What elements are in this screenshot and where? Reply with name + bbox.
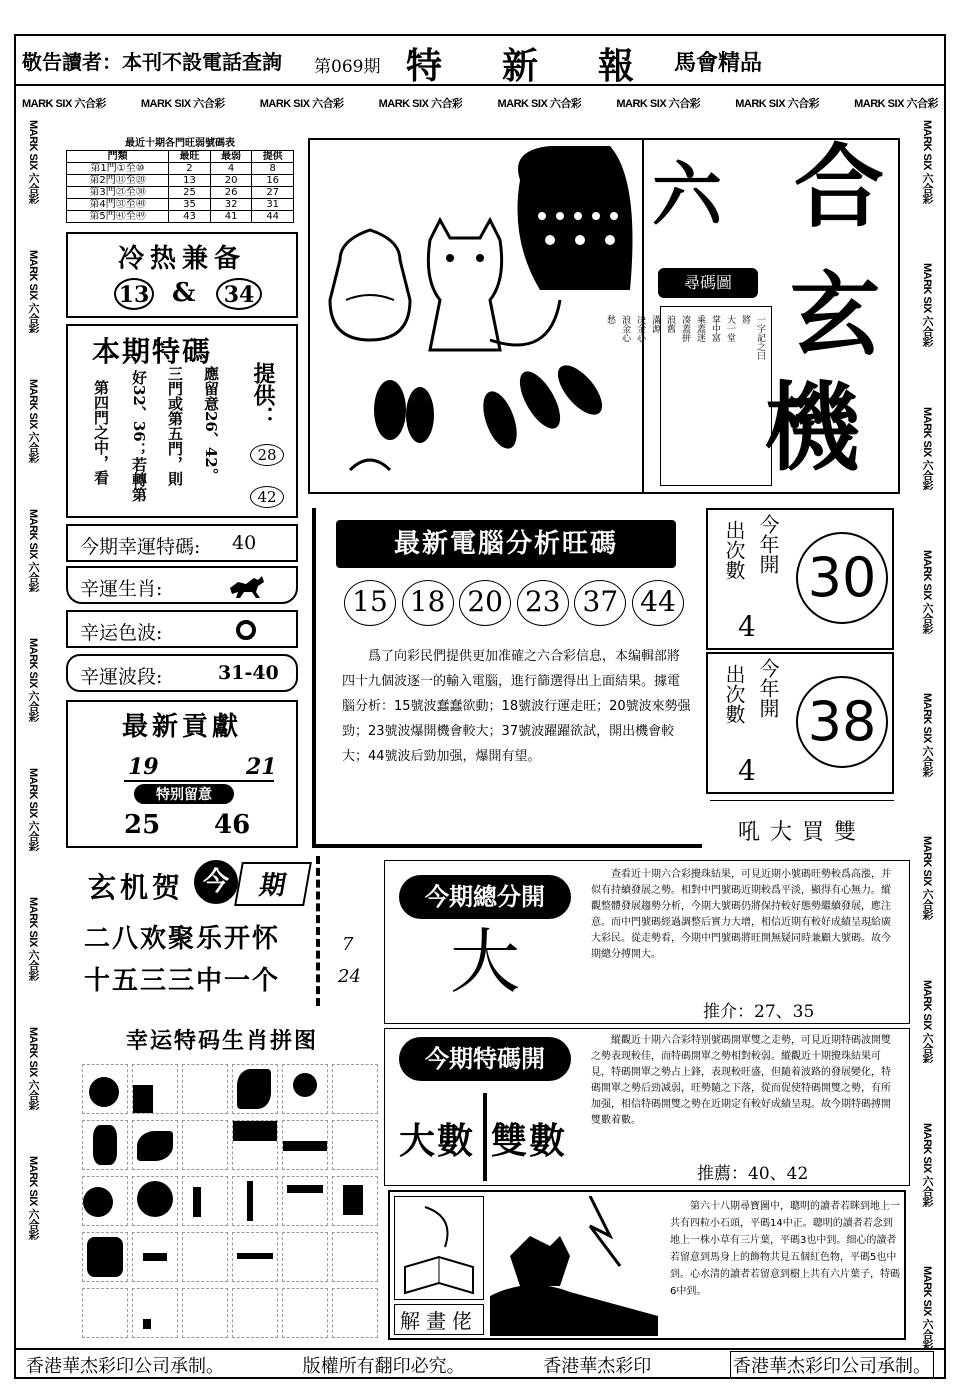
xuanji-char-2: 合	[794, 134, 884, 240]
side-strip-item: MARK SIX 六合彩	[921, 120, 933, 204]
contrib-b: 21	[246, 754, 277, 780]
stats-table	[66, 150, 294, 223]
lucky-zodiac-label: 辛運生肖:	[80, 578, 163, 600]
side-strip-item: MARK SIX 六合彩	[27, 249, 39, 334]
computer-number: 18	[402, 580, 454, 626]
special-open-recommend: 推薦：40、42	[697, 1164, 809, 1184]
scroll-col: 大一堂	[725, 315, 735, 342]
side-strip-item: MARK SIX 六合彩	[921, 836, 933, 921]
brand-strip-item: MARK SIX 六合彩	[22, 98, 106, 110]
cell: 4	[210, 163, 252, 175]
cell: 26	[210, 187, 252, 199]
riddle-n1: 7	[342, 934, 354, 955]
count-panel-1	[706, 508, 894, 650]
side-strip-item: MARK SIX 六合彩	[921, 549, 933, 634]
total-recommend: 推介：27、35	[703, 1002, 815, 1022]
scroll-col: 掌中富	[710, 315, 720, 342]
cell: 31	[252, 199, 294, 211]
scroll-col: 愁	[605, 315, 615, 324]
hot-number-2: 34	[216, 278, 262, 310]
puzzle-grid	[82, 1064, 374, 1344]
title-char-2: 新	[502, 45, 539, 87]
total-text: 查看近十期六合彩攪珠結果，可見近期小號碼旺勢較爲高漲，并似有持續發展之勢。相對中門號碼近期較爲平淡，顯得有心無力。縱觀整體發展趨勢分析，今期大號碼仍將保持較好態勢繼續發展，應注意。而中門號碼經過調整后實力大增，相信近期有較好成績呈現給廣大彩民。從走勢看，今期中門號碼將旺開無疑同時兼顧大號碼。故今期總分搏開大。	[591, 869, 891, 960]
special-panel	[66, 324, 298, 518]
scroll-col: 將	[740, 315, 750, 324]
total-panel	[384, 860, 910, 1024]
xuanji-char-4: 機	[764, 371, 860, 484]
cell: 2	[169, 163, 211, 175]
brand-strip-item: MARK SIX 六合彩	[616, 98, 701, 110]
computer-number: 15	[344, 580, 396, 626]
xuanji-scroll	[605, 306, 772, 486]
special-provide: 提供：	[250, 362, 276, 428]
puzzle-tile	[332, 1064, 378, 1114]
side-strip-item: MARK SIX 六合彩	[27, 379, 39, 463]
brand-strip-item: MARK SIX 六合彩	[378, 98, 463, 110]
riddle-title-a: 玄机贺	[88, 871, 185, 904]
hot-title: 冷热兼备	[117, 244, 246, 274]
stats-header: 最弱	[210, 151, 252, 163]
lucky-color-label: 辛运色波:	[80, 622, 163, 644]
computer-panel	[312, 508, 702, 848]
puzzle-tile	[82, 1120, 128, 1170]
footer	[14, 1348, 946, 1380]
footer-b: 版權所有翻印必究。	[302, 1356, 465, 1377]
scroll-col: 凑蓋拼	[680, 315, 690, 342]
stats-header: 門類	[67, 151, 169, 163]
puzzle-tile	[282, 1176, 328, 1226]
contrib-a: 19	[128, 754, 159, 780]
stats-header: 提供	[252, 151, 294, 163]
scroll-col: 决金心	[635, 315, 645, 342]
lucky-number-row	[66, 524, 298, 562]
puzzle-panel	[66, 1020, 378, 1350]
issue-number: 第069期	[314, 57, 381, 77]
cell: 16	[252, 175, 294, 187]
painting-label: 解畫佬	[394, 1304, 484, 1335]
puzzle-tile	[332, 1120, 378, 1170]
hot-panel	[66, 232, 298, 318]
header	[14, 34, 946, 86]
scroll-col: 一字記之曰	[755, 315, 765, 360]
special-col: 好32、36；若轉第	[130, 370, 148, 502]
puzzle-tile	[182, 1064, 228, 1114]
puzzle-tile	[182, 1120, 228, 1170]
special-open-divider	[483, 1093, 487, 1181]
table-row	[67, 187, 294, 199]
riddle-n2: 24	[338, 966, 361, 987]
special-col: 應留意26、42。	[202, 366, 220, 483]
title-char-1: 特	[406, 45, 443, 87]
count-times: 4	[738, 610, 756, 643]
special-open-result-b: 雙數	[491, 1120, 568, 1162]
brand-strip	[16, 90, 944, 116]
puzzle-tile	[182, 1176, 228, 1226]
table-row	[67, 211, 294, 223]
puzzle-tile	[332, 1288, 378, 1338]
count-label-a: 出次數	[722, 520, 746, 580]
special-open-text: 縱觀近十期六合彩特别號碼開單雙之走勢，可見近期特碼波開雙之勢表现較佳，而特碼開單之勢相對較弱。縱觀近十期攪珠結果可見，特碼開單之勢占上鋒，表现較旺盛，但隨着波路的發展變化，特碼開單之勢后勁减弱，旺勢隨之下落，從而促使特碼開雙之勢，有所加强，相信特碼開雙之勢在近期定有較好成績呈現。故今期特碼搏開雙數着數。	[591, 1035, 891, 1126]
count-label-a: 出次數	[722, 664, 746, 724]
lucky-range-row	[66, 654, 298, 692]
puzzle-tile	[232, 1232, 278, 1282]
puzzle-tile	[82, 1288, 128, 1338]
table-row	[67, 163, 294, 175]
contrib-title: 最新貢獻	[121, 712, 242, 742]
scroll-col: 滿源	[650, 315, 660, 333]
title-char-3: 報	[598, 45, 635, 87]
footer-c: 香港華杰彩印	[543, 1356, 652, 1377]
computer-number: 23	[517, 580, 569, 626]
lucky-range-label: 辛運波段:	[80, 666, 163, 688]
painting-panel	[388, 1190, 906, 1340]
side-strip-item: MARK SIX 六合彩	[921, 263, 933, 348]
riddle-line-1: 二八欢聚乐开怀	[84, 924, 281, 954]
side-strip-item: MARK SIX 六合彩	[921, 1266, 933, 1350]
brand-strip-item: MARK SIX 六合彩	[259, 98, 344, 110]
lucky-number-label: 今期幸運特碼:	[80, 536, 201, 558]
special-open-panel	[384, 1028, 910, 1186]
puzzle-tile	[332, 1232, 378, 1282]
computer-number: 44	[632, 580, 684, 626]
computer-number: 37	[574, 580, 626, 626]
special-col: 第四門之中，看	[92, 380, 110, 485]
puzzle-tile	[82, 1232, 128, 1282]
count-label-b: 今年開	[756, 514, 780, 574]
cell: 27	[252, 187, 294, 199]
brand-strip-item: MARK SIX 六合彩	[735, 98, 820, 110]
left-side-strip	[18, 120, 48, 1240]
roar-text: 吼大買雙	[737, 820, 866, 845]
cell: 第4門㉛至㊵	[67, 199, 169, 211]
scroll-col: 浪舊	[665, 315, 675, 333]
cell: 第2門⑪至⑳	[67, 175, 169, 187]
painting-text: 第六十八期尋寶圖中，聰明的讀者若眯到地上一共有四粒小石頭，平碼14中正。聰明的讀者若念到地上一株小草有三片葉，平碼3也中到。细心的讀者若留意到馬身上的飾物共見五個紅色物，平碼5也中到。心水清的讀者若留意到樹上共有六片葉子，特碼6中到。	[670, 1201, 900, 1297]
special-col: 三門或第五門，則	[166, 366, 184, 486]
contrib-panel	[66, 700, 298, 848]
puzzle-tile	[232, 1288, 278, 1338]
puzzle-tile	[132, 1288, 178, 1338]
puzzle-title: 幸运特码生肖拼图	[125, 1028, 318, 1054]
cell: 20	[210, 175, 252, 187]
count-times: 4	[738, 754, 756, 787]
xuanji-char-1: 六	[652, 153, 722, 236]
count-number: 30	[796, 532, 888, 624]
total-result: 大	[450, 921, 520, 1003]
puzzle-tile	[332, 1176, 378, 1226]
total-label: 今期總分開	[399, 875, 571, 919]
side-strip-item: MARK SIX 六合彩	[921, 406, 933, 491]
side-strip-item: MARK SIX 六合彩	[27, 508, 39, 593]
count-label-b: 今年開	[756, 658, 780, 718]
special-open-label: 今期特碼開	[399, 1037, 571, 1081]
ring-icon	[236, 620, 256, 640]
riddle-divider	[316, 856, 320, 1006]
riddle-title-c: 期	[234, 862, 312, 906]
cell: 13	[169, 175, 211, 187]
side-strip-item: MARK SIX 六合彩	[27, 767, 39, 852]
puzzle-tile	[132, 1176, 178, 1226]
puzzle-tile	[282, 1288, 328, 1338]
lucky-number-value: 40	[232, 532, 257, 554]
contrib-note: 特别留意	[134, 784, 234, 804]
roar-panel	[710, 800, 894, 856]
cell: 25	[169, 187, 211, 199]
side-strip-item: MARK SIX 六合彩	[27, 897, 39, 981]
side-strip-item: MARK SIX 六合彩	[27, 638, 39, 722]
contrib-d: 46	[214, 810, 251, 840]
horse-icon	[228, 574, 268, 600]
cell: 32	[210, 199, 252, 211]
count-number: 38	[796, 676, 888, 768]
puzzle-tile	[82, 1176, 128, 1226]
puzzle-tile	[232, 1064, 278, 1114]
horse-rider-illustration	[490, 1196, 658, 1336]
hot-amp: &	[172, 278, 196, 308]
puzzle-tile	[182, 1288, 228, 1338]
notice: 敬告讀者：本刊不設電話查詢	[22, 50, 282, 74]
cell: 第1門①至⑩	[67, 163, 169, 175]
puzzle-tile	[282, 1120, 328, 1170]
cell: 41	[210, 211, 252, 223]
table-row	[67, 199, 294, 211]
puzzle-tile	[132, 1120, 178, 1170]
brand-strip-item: MARK SIX 六合彩	[140, 98, 225, 110]
side-strip-item: MARK SIX 六合彩	[921, 979, 933, 1064]
cell: 第3門㉑至㉚	[67, 187, 169, 199]
puzzle-tile	[232, 1120, 278, 1170]
stats-table-panel	[66, 138, 294, 224]
side-strip-item: MARK SIX 六合彩	[921, 693, 933, 777]
brand-strip-item: MARK SIX 六合彩	[497, 98, 582, 110]
side-strip-item: MARK SIX 六合彩	[27, 1156, 39, 1240]
computer-text: 爲了向彩民們提供更加准確之六合彩信息，本编輯部將四十九個波逐一的輸入電腦，進行篩選得出上面結果。據電腦分析：15號波蠢蠢欲動；18號波行運走旺；20號波來勢强勁；23號波爆開機會較大；37號波躍躍欲試，開出機會較大；44號波后勁加强，爆開有望。	[342, 649, 691, 764]
contrib-underline	[124, 780, 274, 782]
xuanji-tag: 尋碼圖	[658, 268, 758, 298]
puzzle-tile	[132, 1064, 178, 1114]
cell: 第5門㊶至㊾	[67, 211, 169, 223]
count-panel-2	[706, 652, 894, 794]
puzzle-tile	[282, 1064, 328, 1114]
footer-d: 香港華杰彩印公司承制。	[730, 1351, 934, 1379]
brand-strip-item: MARK SIX 六合彩	[854, 98, 938, 110]
side-strip-item: MARK SIX 六合彩	[921, 1122, 933, 1207]
computer-numbers	[344, 580, 684, 626]
cell: 35	[169, 199, 211, 211]
computer-number: 20	[459, 580, 511, 626]
puzzle-tile	[282, 1232, 328, 1282]
lucky-color-row	[66, 610, 298, 648]
stats-header: 最旺	[169, 151, 211, 163]
scroll-col: 乘蓋迷	[695, 315, 705, 342]
lucky-zodiac-row	[66, 566, 298, 604]
lucky-range-value: 31-40	[218, 662, 279, 684]
cell: 43	[169, 211, 211, 223]
subtitle: 馬會精品	[674, 50, 763, 76]
special-open-result-a: 大數	[399, 1120, 476, 1162]
illustration-panel	[308, 138, 644, 494]
cell: 8	[252, 163, 294, 175]
table-row	[67, 175, 294, 187]
special-number-1: 28	[250, 444, 284, 466]
book-illustration	[394, 1196, 484, 1300]
puzzle-tile	[232, 1176, 278, 1226]
cat-and-mice-illustration	[310, 140, 642, 492]
computer-title: 最新電腦分析旺碼	[336, 520, 676, 568]
riddle-line-2: 十五三三中一个	[84, 966, 281, 996]
special-number-2: 42	[250, 486, 284, 508]
riddle-panel	[66, 856, 376, 1026]
riddle-title-b: 今	[194, 860, 238, 904]
xuanji-panel	[605, 134, 900, 494]
special-title: 本期特碼	[92, 335, 213, 368]
scroll-col: 浪金心	[620, 315, 630, 342]
footer-a: 香港華杰彩印公司承制。	[26, 1356, 224, 1377]
cell: 44	[252, 211, 294, 223]
puzzle-tile	[82, 1064, 128, 1114]
puzzle-tile	[182, 1232, 228, 1282]
right-side-strip	[912, 120, 942, 1350]
stats-caption: 最近十期各門旺弱號碼表	[125, 138, 235, 149]
side-strip-item: MARK SIX 六合彩	[27, 120, 39, 204]
xuanji-char-3: 玄	[790, 262, 880, 368]
side-strip-item: MARK SIX 六合彩	[27, 1026, 39, 1111]
contrib-c: 25	[124, 810, 161, 840]
puzzle-tile	[132, 1232, 178, 1282]
hot-number-1: 13	[114, 278, 154, 310]
